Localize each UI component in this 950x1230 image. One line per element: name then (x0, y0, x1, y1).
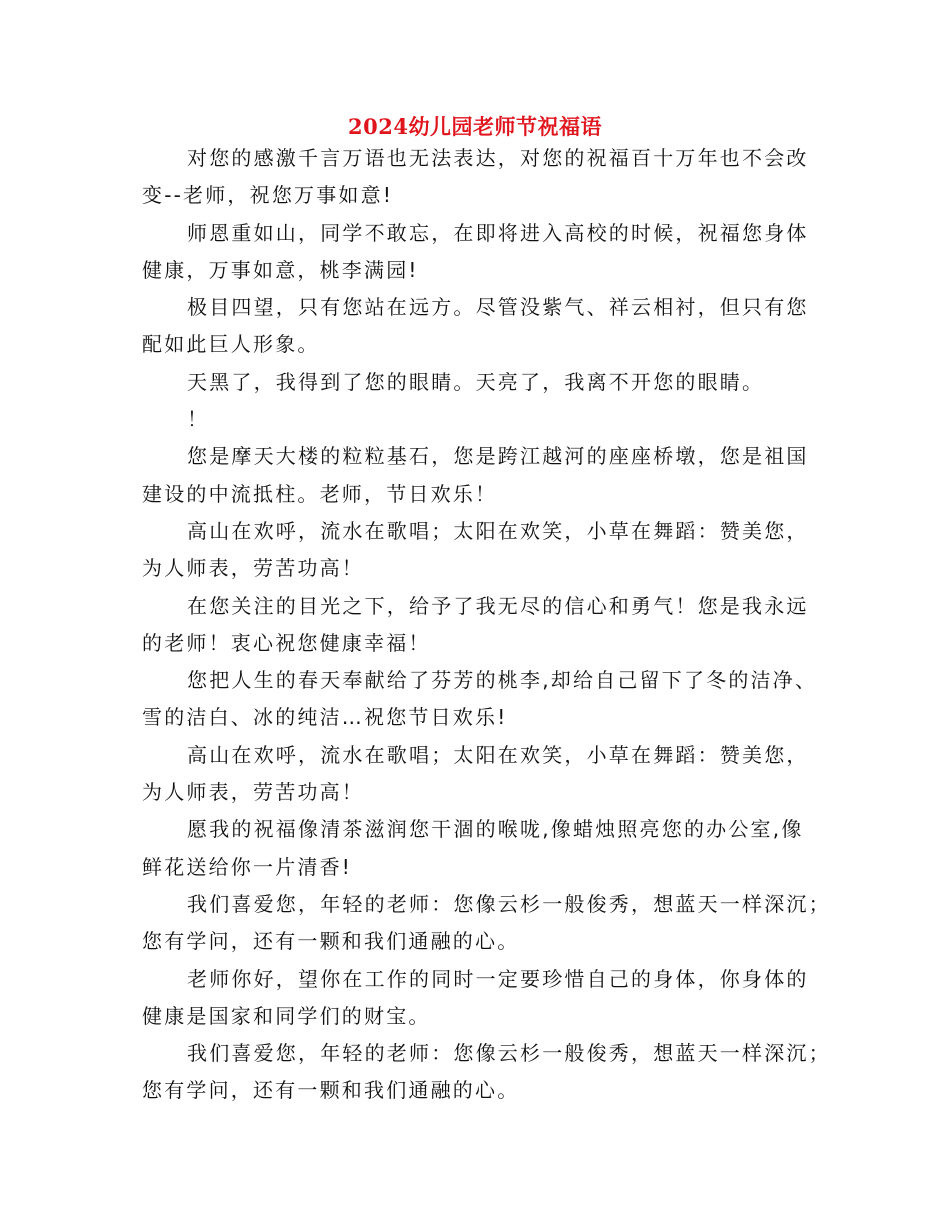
paragraph-line: 健康，万事如意，桃李满园! (142, 257, 419, 282)
paragraph-11 (142, 811, 802, 886)
paragraph-13 (142, 961, 809, 1036)
paragraph-line: 健康是国家和同学们的财宝。 (142, 1003, 431, 1028)
paragraph-9 (142, 662, 818, 737)
paragraph-line: 建设的中流抵柱。老师，节日欢乐！ (142, 481, 498, 506)
paragraph-line: 您是摩天大楼的粒粒基石，您是跨江越河的座座桥墩，您是祖国 (187, 444, 809, 469)
paragraph-line: 为人师表，劳苦功高！ (142, 780, 364, 805)
paragraph-2 (142, 215, 809, 290)
paragraph-6 (142, 438, 809, 513)
paragraph-14 (142, 1035, 831, 1110)
paragraph-line: 愿我的祝福像清茶滋润您干涸的喉咙,像蜡烛照亮您的办公室,像 (187, 817, 804, 842)
paragraph-line: 我们喜爱您，年轻的老师：您像云杉一般俊秀，想蓝天一样深沉； (187, 891, 831, 916)
paragraph-10 (142, 737, 809, 812)
paragraph-line: 老师你好，望你在工作的同时一定要珍惜自己的身体，你身体的 (187, 966, 809, 991)
paragraph-7 (142, 513, 809, 588)
paragraph-line: 雪的洁白、冰的纯洁…祝您节日欢乐! (142, 705, 508, 730)
paragraph-line: 我们喜爱您，年轻的老师：您像云杉一般俊秀，想蓝天一样深沉； (187, 1041, 831, 1066)
paragraph-line: 对您的感激千言万语也无法表达，对您的祝福百十万年也不会改 (187, 146, 809, 170)
paragraph-3 (142, 289, 809, 364)
paragraph-line: 鲜花送给你一片清香! (142, 854, 353, 879)
paragraph-line: 在您关注的目光之下，给予了我无尽的信心和勇气！您是我永远 (187, 593, 809, 618)
paragraph-line: 高山在欢呼，流水在歌唱；太阳在欢笑，小草在舞蹈：赞美您， (187, 742, 809, 767)
paragraph-line: ！ (187, 407, 210, 432)
paragraph-8 (142, 588, 809, 663)
paragraph-line: 高山在欢呼，流水在歌唱；太阳在欢笑，小草在舞蹈：赞美您， (187, 518, 809, 543)
paragraph-line: 极目四望，只有您站在远方。尽管没紫气、祥云相衬，但只有您 (187, 295, 809, 320)
paragraph-line: 天黑了，我得到了您的眼睛。天亮了，我离不开您的眼睛。 (187, 369, 765, 394)
paragraph-line: 变--老师，祝您万事如意! (142, 183, 394, 208)
paragraph-line: 的老师！衷心祝您健康幸福！ (142, 630, 431, 655)
document-body (142, 140, 831, 1110)
paragraph-4 (142, 364, 802, 401)
paragraph-line: 您有学问，还有一颗和我们通融的心。 (142, 1078, 520, 1103)
document-title: 2024幼儿园老师节祝福语 (348, 114, 602, 139)
paragraph-line: 师恩重如山，同学不敢忘，在即将进入高校的时候，祝福您身体 (187, 220, 809, 245)
paragraph-5 (142, 401, 802, 438)
paragraph-1 (142, 140, 809, 215)
paragraph-12 (142, 886, 831, 961)
paragraph-line: 您有学问，还有一颗和我们通融的心。 (142, 929, 520, 954)
paragraph-line: 为人师表，劳苦功高！ (142, 556, 364, 581)
paragraph-line: 配如此巨人形象。 (142, 332, 320, 357)
paragraph-line: 您把人生的春天奉献给了芬芳的桃李,却给自己留下了冬的洁净、 (187, 668, 818, 693)
